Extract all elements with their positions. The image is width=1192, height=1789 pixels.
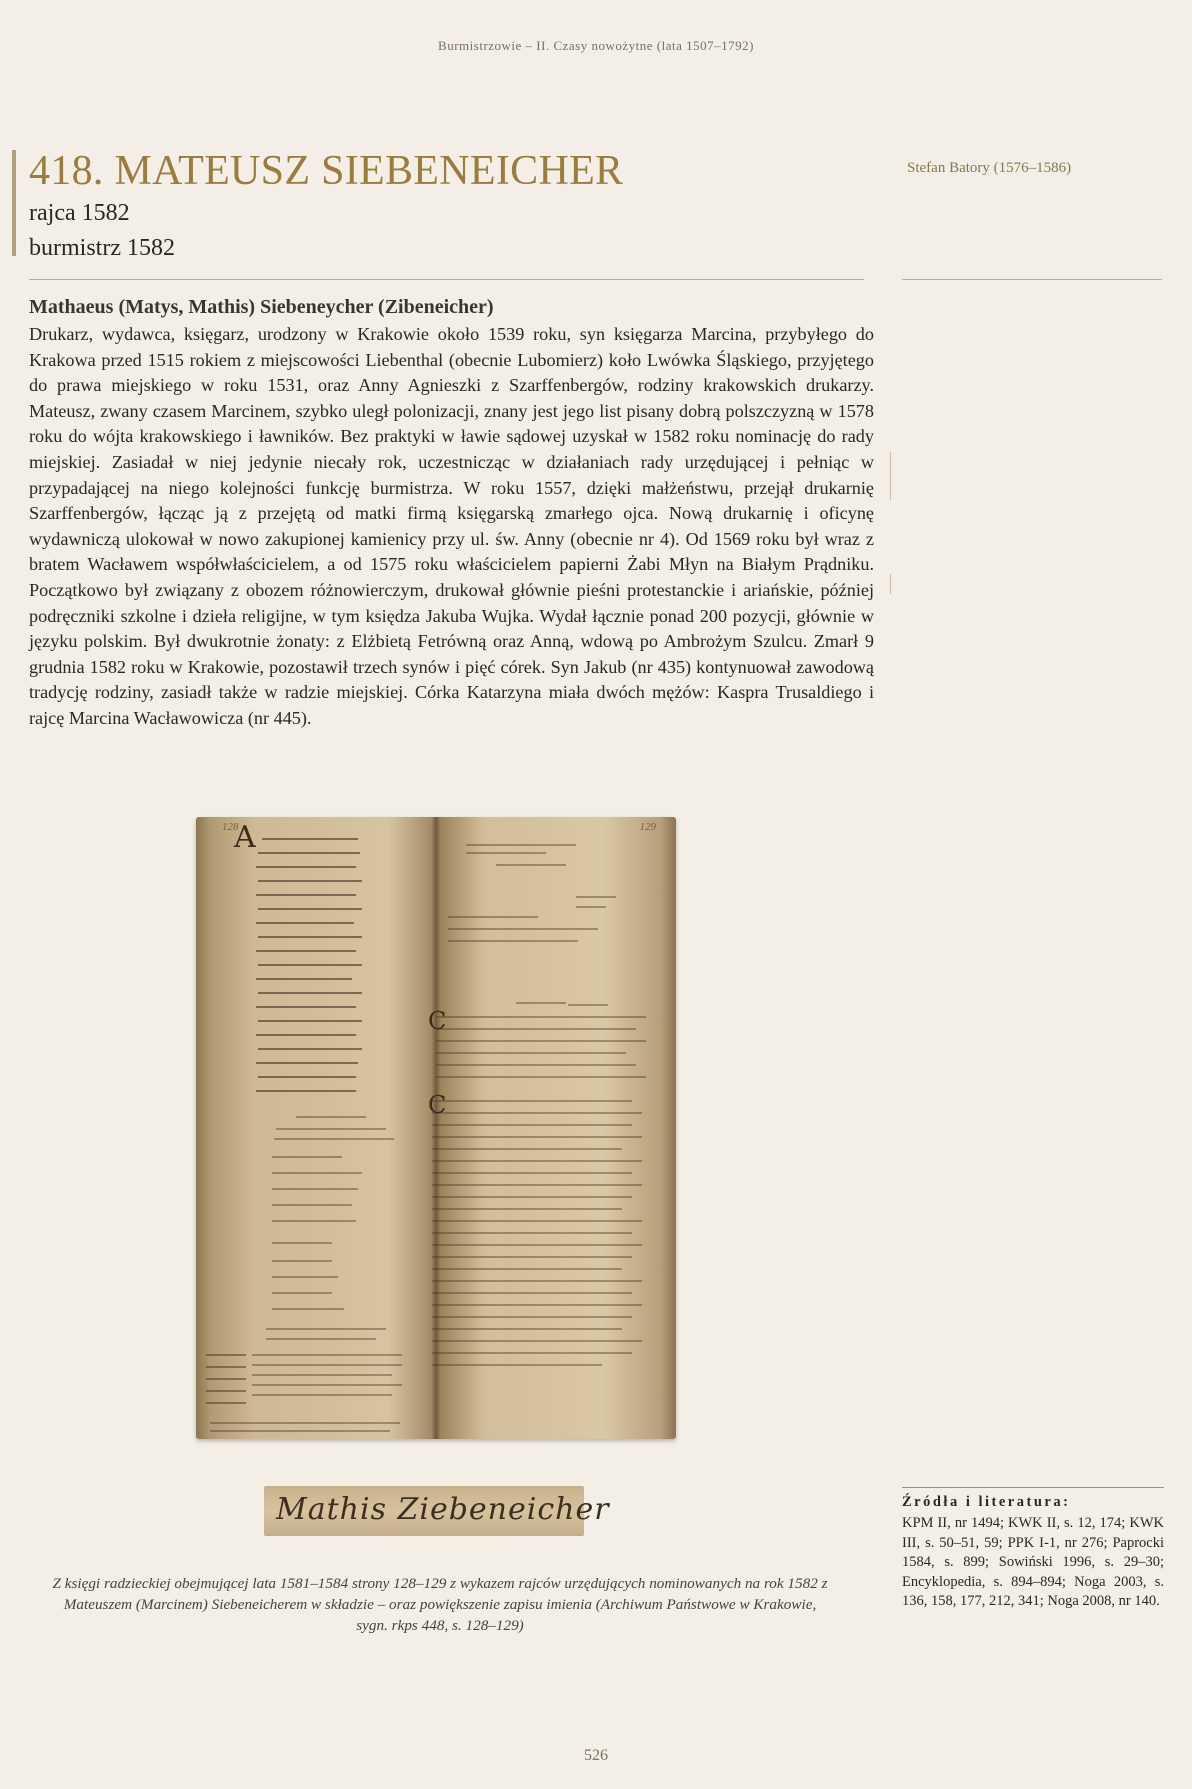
sidebar-divider <box>902 279 1162 280</box>
entry-number: 418. <box>29 148 104 194</box>
biography-text: Drukarz, wydawca, księgarz, urodzony w Krakowie około 1539 roku, syn księgarza Marcina, przybyłego do Krakowa przed 1515 rokiem z miejscowości Liebenthal (obecnie Lubomierz) koło Lwówka Śląskiego, przyjętego do prawa miejskiego w roku 1531, oraz Anny Agnieszki z Szarffenbergów, rodziny krakowskich drukarzy. Mateusz, zwany czasem Marcinem, szybko uległ polonizacji, znany jest jego list pisany dobrą polszczyzną w 1578 roku do wójta krakowskiego i ławników. Bez praktyki w ławie sądowej uzyskał w 1582 roku nominację do rady miejskiej. Zasiadał w niej jedynie niecały rok, uczestnicząc w działaniach rady urzędującej i pełniąc w przypadającej na niego kolejności funkcję burmistrza. W roku 1557, dzięki małżeństwu, przejął drukarnię Szarffenbergów, łącząc ją z przejętą od matki firmą księgarską zmarłego ojca. Nową drukarnię i oficynę wydawniczą ulokował w nowo zakupionej kamienicy przy ul. św. Anny (obecnie nr 4). Od 1569 roku był wraz z bratem Wacławem współwłaścicielem, a od 1575 roku właścicielem papierni Żabi Młyn na Białym Prądniku. Początkowo był związany z obozem różnowierczym, drukował głównie pieśni protestanckie i ariańskie, później podręczniki szkolne i dzieła religijne, w tym księdza Jakuba Wujka. Wydał łącznie ponad 200 pozycji, głównie w języku polskim. Był dwukrotnie żonaty: z Elżbietą Fetrówną oraz Anną, wdową po Ambrożym Szulcu. Zmarł 9 grudnia 1582 roku w Krakowie, pozostawił trzech synów i pięć córek. Syn Jakub (nr 435) kontynuował zawodową tradycję rodziny, zasiadł także w radzie miejskiej. Córka Katarzyna miała dwóch mężów: Kaspra Trusaldiego i rajcę Marcina Wacławowicza (nr 445). <box>29 324 874 728</box>
running-header: Burmistrzowie – II. Czasy nowożytne (lata 1507–1792) <box>438 38 754 53</box>
sources-divider <box>902 1487 1164 1488</box>
page-number: 526 <box>584 1747 608 1764</box>
margin-mark <box>890 452 891 480</box>
reign-label: Stefan Batory (1576–1586) <box>907 160 1072 176</box>
office-mayor: burmistrz 1582 <box>29 235 175 261</box>
svg-text:C: C <box>428 1091 447 1119</box>
margin-mark <box>890 478 891 500</box>
sources-text: KPM II, nr 1494; KWK II, s. 12, 174; KWK III, s. 50–51, 59; PPK I-1, nr 276; Paprocki 1584, s. 899; Sowiński 1996, s. 29–30; Encyklopedia, s. 894–894; Noga 2003, s. 136, 158, 177, 212, 341; Noga 2008, nr 140. <box>902 1515 1164 1610</box>
figure-caption: Z księgi radzieckiej obejmującej lata 1581–1584 strony 128–129 z wykazem rajców urzędujących nominowanych na rok 1582 z Mateuszem (Marcinem) Siebeneicherem w składzie – oraz powiększenie zapisu imienia (Archiwum Państwowe w Krakowie, sygn. rkps 448, s. 128–129) <box>52 1575 828 1634</box>
signature-text: Mathis Ziebeneicher <box>276 1492 610 1527</box>
name-variants: Mathaeus (Matys, Mathis) Siebeneycher (Zibeneicher) <box>29 296 494 318</box>
sources-heading: Źródła i literatura: <box>902 1494 1071 1510</box>
entry-title <box>29 147 623 195</box>
manuscript-photo <box>196 817 676 1439</box>
signature-enlargement <box>264 1486 610 1536</box>
manuscript-script-lines <box>196 817 676 1439</box>
bleed-through-ghost <box>630 150 880 310</box>
folio-left: 128 <box>222 821 239 833</box>
office-councillor: rajca 1582 <box>29 200 130 226</box>
entry-name: MATEUSZ SIEBENEICHER <box>114 148 624 194</box>
svg-text:A: A <box>234 820 256 855</box>
entry-accent-rule <box>12 150 16 256</box>
margin-mark <box>890 574 891 594</box>
svg-text:C: C <box>428 1007 447 1035</box>
folio-right: 129 <box>639 821 656 833</box>
main-divider <box>29 279 864 280</box>
